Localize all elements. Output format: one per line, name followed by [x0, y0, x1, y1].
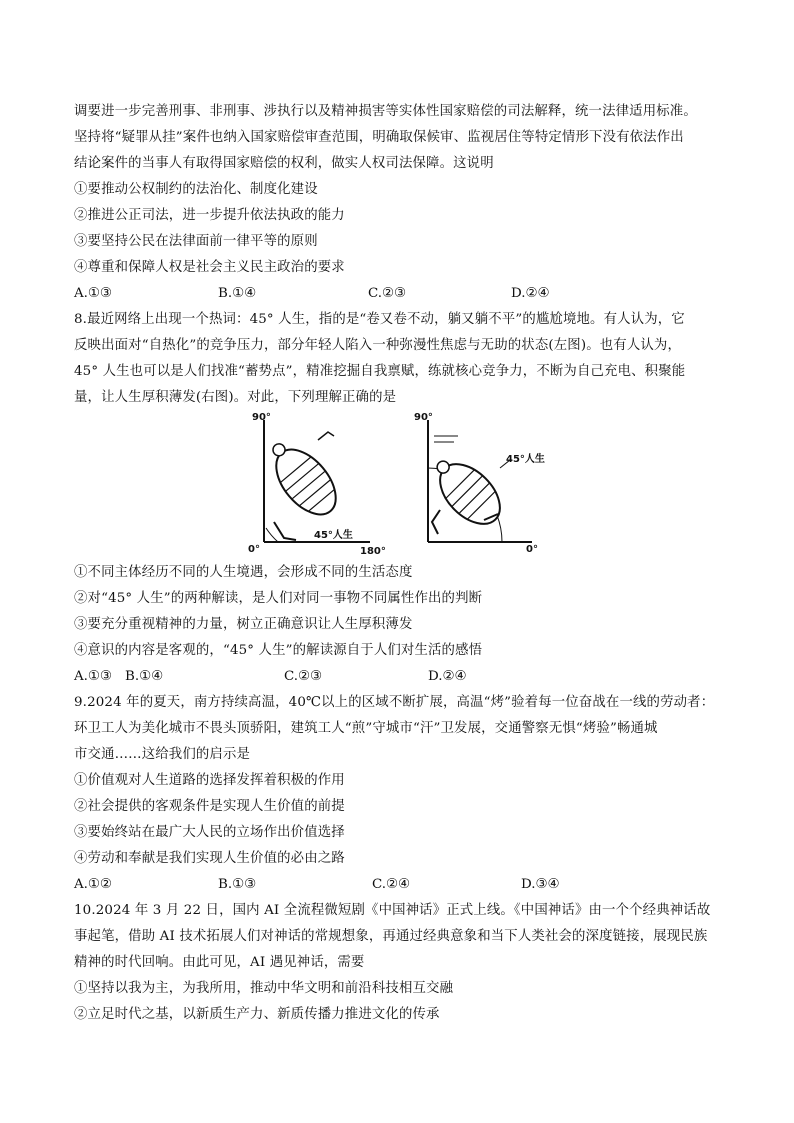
left-axis-bottom-label: 0° — [248, 544, 260, 555]
q8-option: ④意识的内容是客观的，“45° 人生”的解读源自于人们对生活的感悟 — [74, 643, 483, 658]
q9-stem-line: 市交通……这给我们的启示是 — [74, 747, 251, 762]
q9-choice-c: C.②④ — [372, 877, 411, 892]
left-caption: 45°人生 — [314, 530, 353, 541]
q8-option: ①不同主体经历不同的人生境遇，会形成不同的生活态度 — [74, 565, 413, 580]
right-caption: 45°人生 — [506, 454, 545, 465]
q7-option: ②推进公正司法，进一步提升依法执政的能力 — [74, 208, 345, 223]
q9-option: ①价值观对人生道路的选择发挥着积极的作用 — [74, 773, 345, 788]
q8-choice-d: D.②④ — [428, 669, 467, 684]
left-panel — [248, 412, 386, 557]
q8-option: ②对“45° 人生”的两种解读，是人们对同一事物不同属性作出的判断 — [74, 591, 483, 606]
q7-option: ①要推动公权制约的法治化、制度化建设 — [74, 182, 318, 197]
right-cartoon-figure — [423, 447, 511, 535]
q9-choice-a: A.①② — [74, 877, 112, 892]
q7-choice-d: D.②④ — [511, 286, 550, 301]
q10-stem-line: 10.2024 年 3 月 22 日，国内 AI 全流程微短剧《中国神话》正式上线。《中国神话》由一个个经典神话故 — [74, 903, 711, 918]
right-axis-bottom-label: 0° — [526, 544, 538, 555]
q8-choice-c: C.②③ — [284, 669, 323, 684]
q8-answer-choices — [74, 668, 724, 686]
left-cartoon-figure — [258, 431, 347, 525]
q8-stem-line: 反映出面对“自热化”的竞争压力，部分年轻人陷入一种弥漫性焦虑与无助的状态(左图)。也有人认为， — [74, 338, 681, 353]
q8-choice-a: A.①③ — [74, 669, 112, 684]
right-axis-top-label: 90° — [414, 412, 433, 423]
q10-stem-line: 精神的时代回响。由此可见，AI 遇见神话，需要 — [74, 955, 365, 970]
q7-choice-b: B.①④ — [218, 286, 257, 301]
q8-stem-line: 量，让人生厚积薄发(右图)。对此，下列理解正确的是 — [74, 390, 397, 405]
q9-stem-line: 9.2024 年的夏天，南方持续高温，40℃以上的区域不断扩展，高温“烤”验着每一位奋战在一线的劳动者： — [74, 695, 715, 710]
q8-choice-b: B.①④ — [125, 669, 164, 684]
q7-choice-c: C.②③ — [368, 286, 407, 301]
q8-figure-illustration — [248, 410, 558, 560]
q7-option: ③要坚持公民在法律面前一律平等的原则 — [74, 234, 318, 249]
q10-stem-line: 事起笔，借助 AI 技术拓展人们对神话的常规想象，再通过经典意象和当下人类社会的深度链接，展现民族 — [74, 929, 708, 944]
q7-choice-a: A.①③ — [74, 286, 112, 301]
q9-option: ④劳动和奉献是我们实现人生价值的必由之路 — [74, 851, 345, 866]
q7-option: ④尊重和保障人权是社会主义民主政治的要求 — [74, 260, 345, 275]
left-axis-top-label: 90° — [252, 412, 271, 423]
q10-option: ②立足时代之基，以新质生产力、新质传播力推进文化的传承 — [74, 1007, 440, 1022]
q7-stem-line: 调要进一步完善刑事、非刑事、涉执行以及精神损害等实体性国家赔偿的司法解释，统一法律适用标准。 — [74, 104, 697, 119]
q8-stem-line: 8.最近网络上出现一个热词：45° 人生，指的是“卷又卷不动，躺又躺不平”的尴尬境地。有人认为，它 — [74, 312, 685, 327]
q9-option: ③要始终站在最广大人民的立场作出价值选择 — [74, 825, 345, 840]
q7-stem-line: 结论案件的当事人有取得国家赔偿的权利，做实人权司法保障。这说明 — [74, 156, 494, 171]
q8-stem-line: 45° 人生也可以是人们找准“蓄势点”，精准挖掘自我禀赋，练就核心竞争力，不断为自己充电、积聚能 — [74, 364, 686, 379]
q9-answer-choices — [74, 876, 724, 894]
q9-option: ②社会提供的客观条件是实现人生价值的前提 — [74, 799, 345, 814]
right-panel — [414, 412, 545, 555]
q10-option: ①坚持以我为主，为我所用，推动中华文明和前沿科技相互交融 — [74, 981, 454, 996]
q8-option: ③要充分重视精神的力量，树立正确意识让人生厚积薄发 — [74, 617, 413, 632]
q9-stem-line: 环卫工人为美化城市不畏头顶骄阳，建筑工人“煎”守城市“汗”卫发展，交通警察无惧“烤验”畅通城 — [74, 721, 658, 736]
left-axis-right-label: 180° — [360, 546, 386, 557]
q7-answer-choices — [74, 285, 724, 303]
q7-stem-line: 坚持将“疑罪从挂”案件也纳入国家赔偿审查范围，明确取保候审、监视居住等特定情形下没有依法作出 — [74, 130, 684, 145]
q8-figure-45-degree-life — [248, 410, 558, 560]
q9-choice-b: B.①③ — [218, 877, 257, 892]
q9-choice-d: D.③④ — [521, 877, 560, 892]
